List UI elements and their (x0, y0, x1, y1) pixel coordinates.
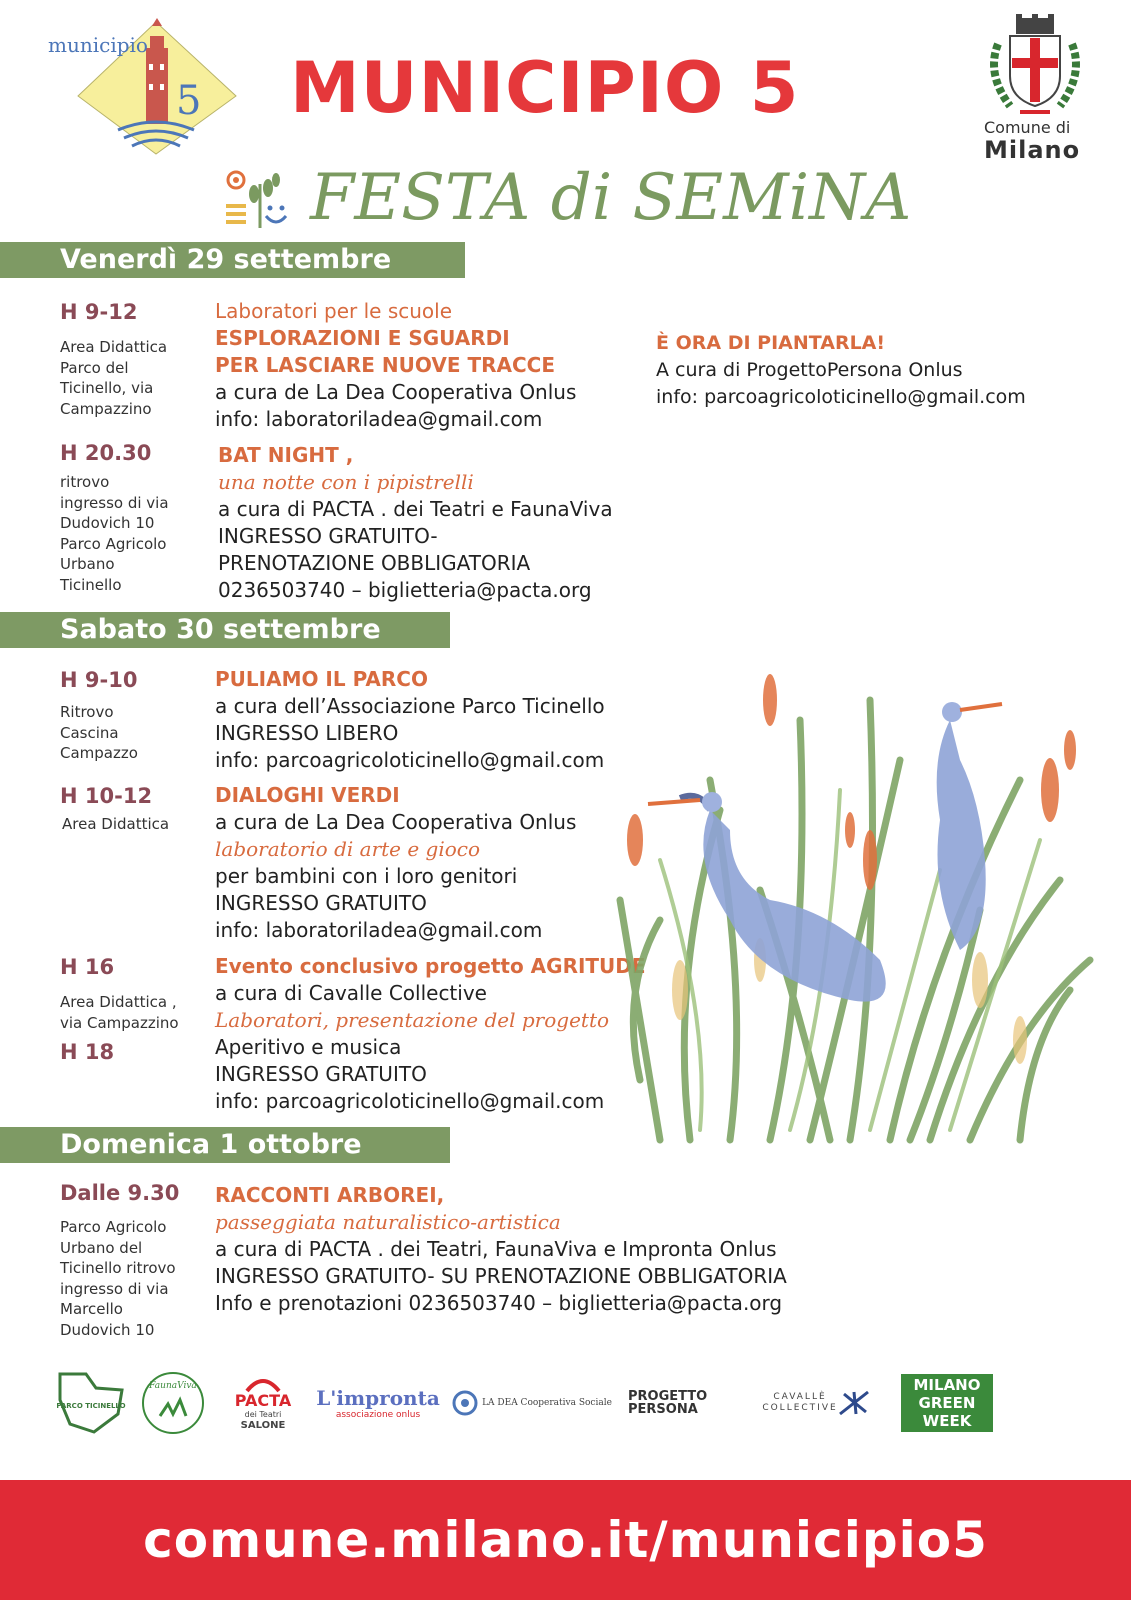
event-time: H 9-12 (60, 300, 138, 324)
sponsor-pacta-name: PACTA (234, 1391, 292, 1410)
comune-label: Comune di (984, 118, 1071, 137)
sponsor-impronta-name: L'impronta (316, 1385, 440, 1410)
event-end-time: H 18 (60, 1040, 115, 1064)
event-place: Ritrovo Cascina Campazzo (60, 703, 138, 762)
municipio-5-logo (48, 18, 248, 158)
sponsor-impronta: L'impronta associazione onlus (316, 1385, 440, 1420)
day-header-friday: Venerdì 29 settembre (0, 242, 465, 278)
page-title: MUNICIPIO 5 (290, 47, 800, 129)
event-time: Dalle 9.30 (60, 1181, 180, 1205)
sponsor-cavalle-collective: CAVALLÈ COLLECTIVE (752, 1368, 882, 1438)
sponsor-parco-ticinello (56, 1368, 126, 1438)
event-place: Parco Agricolo Urbano del Ticinello ritrovo ingresso di via Marcello Dudovich 10 (60, 1218, 176, 1339)
event-details: PULIAMO IL PARCO a cura dell’Associazione Parco Ticinello INGRESSO LIBERO info: parcoagricoloticinello@gmail.com (215, 667, 605, 772)
event-place: Area Didattica , via Campazzino (60, 993, 179, 1032)
side-event: È ORA DI PIANTARLA! A cura di ProgettoPersona Onlus info: parcoagricoloticinello@gmail.com (656, 332, 1026, 408)
event-place: Area Didattica (62, 815, 170, 833)
event-details: Laboratori per le scuole ESPLORAZIONI E SGUARDI PER LASCIARE NUOVE TRACCE a cura de La Dea Cooperativa Onlus info: laboratoriladea@gmail.com (215, 299, 577, 431)
sponsor-pacta: PACTA dei Teatri SALONE (222, 1368, 304, 1438)
event-place: ritrovo ingresso di via Dudovich 10 Parco Agricolo Urbano Ticinello (60, 473, 169, 594)
sponsor-la-dea: LA DEA Cooperativa Sociale (452, 1368, 612, 1438)
municipio-logo-label: municipio (48, 33, 148, 57)
event-details: BAT NIGHT , una notte con i pipistrelli a cura di PACTA . dei Teatri e FaunaViva INGRESSO GRATUITO- PRENOTAZIONE OBBLIGATORIA 0236503740 – biglietteria@pacta.org (218, 443, 613, 602)
event-time: H 9-10 (60, 668, 138, 692)
event-place: Area Didattica Parco del Ticinello, via Campazzino (60, 338, 168, 418)
festa-title: FESTA di SEMiNA (310, 161, 912, 235)
event-time: H 10-12 (60, 784, 153, 808)
sponsor-fauna-viva-label: FaunaViva (149, 1381, 197, 1391)
heron-illustration (600, 660, 1100, 1160)
event-time: H 20.30 (60, 441, 152, 465)
comune-city: Milano (984, 136, 1081, 164)
footer-url[interactable]: comune.milano.it/municipio5 (0, 1480, 1131, 1600)
sponsor-fauna-viva (140, 1368, 206, 1438)
sponsor-parco-ticinello-label: PARCO TICINELLO (56, 1402, 126, 1410)
event-details: Evento conclusivo progetto AGRITUDE a cura di Cavalle Collective Laboratori, presentazione del progetto Aperitivo e musica INGRESSO GRATUITO info: parcoagricoloticinello@gmail.com (215, 954, 646, 1113)
sponsor-milano-green-week: MILANO GREEN WEEK (900, 1368, 994, 1438)
event-details: RACCONTI ARBOREI, passeggiata naturalistico-artistica a cura di PACTA . dei Teatri, FaunaViva e Impronta Onlus INGRESSO GRATUITO- SU PRENOTAZIONE OBBLIGATORIA Info e prenotazioni 0236503740 – biglietteria@pacta.org (215, 1183, 787, 1315)
day-header-saturday: Sabato 30 settembre (0, 612, 450, 648)
event-details: DIALOGHI VERDI a cura de La Dea Cooperativa Onlus laboratorio di arte e gioco per bambini con i loro genitori INGRESSO GRATUITO info: laboratoriladea@gmail.com (215, 783, 577, 942)
day-header-sunday: Domenica 1 ottobre (0, 1127, 450, 1163)
comune-milano-crest (980, 14, 1090, 124)
sponsor-progetto-persona: PROGETTO PERSONA (628, 1389, 708, 1417)
event-time: H 16 (60, 955, 115, 979)
festa-sprout-icon (226, 170, 294, 232)
municipio-logo-number: 5 (176, 78, 202, 124)
